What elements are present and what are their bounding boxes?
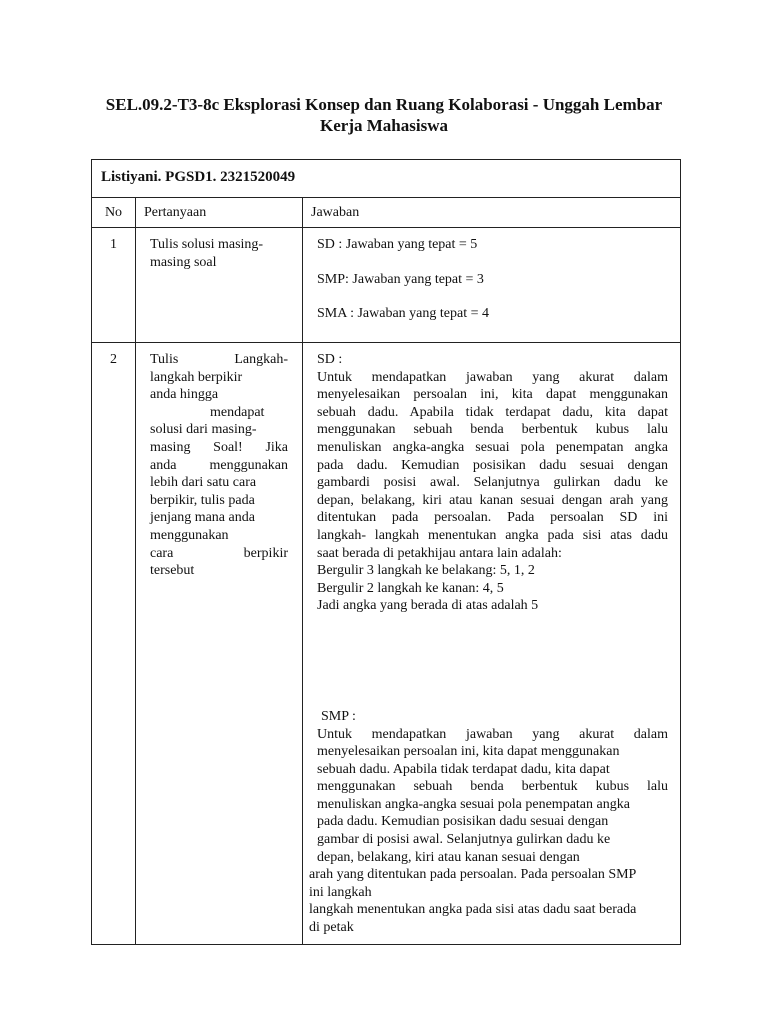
- student-identity: Listiyani. PGSD1. 2321520049: [101, 169, 296, 185]
- table-row: [92, 228, 681, 343]
- question-cell: [136, 228, 303, 343]
- smp-answer-continued: arah yang ditentukan pada persoalan. Pada persoalan SMP ini langkah langkah menentukan angka pada sisi atas dadu saat berada di petak: [309, 867, 637, 936]
- worksheet-table: [91, 159, 681, 945]
- row-number: 2: [110, 352, 117, 367]
- header-question: Pertanyaan: [136, 198, 303, 228]
- question-text: Tulis solusi masing-masing soal: [150, 237, 264, 270]
- header-no: No: [92, 198, 136, 228]
- student-identity-cell: [92, 160, 681, 198]
- sd-step: Bergulir 3 langkah ke belakang: 5, 1, 2: [317, 563, 535, 579]
- answer-cell: [303, 228, 681, 343]
- answer-smp: SMP: Jawaban yang tepat = 3: [317, 271, 484, 287]
- table-row: [92, 343, 681, 945]
- question-cell: [136, 343, 303, 945]
- document-title: [80, 94, 688, 136]
- smp-answer-section: SMP : Untuk mendapatkan jawaban yang akurat dalam menyelesaikan persoalan ini, kita dapat menggunakan sebuah dadu. Apabila tidak terdapat dadu, kita dapat menggunakan sebuah benda berbentuk kubus lalu menuliskan angka-angka sesuai pola penempatan angka pada dadu. Kemudian posisikan dadu sesuai dengan gambar di posisi awal. Selanjutnya gulirkan dadu ke depan, belakang, kiri atau kanan sesuai dengan: [317, 708, 668, 865]
- answer-sma: SMA : Jawaban yang tepat = 4: [317, 306, 489, 322]
- question-text: Tulis Langkah- langkah berpikir anda hingga mendapat solusi dari masing- masing Soal! Jika anda menggunakan lebih dari satu cara berpikir, tulis pada jenjang mana anda menggunakan cara berpikir tersebut: [150, 352, 288, 579]
- sd-conclusion: Jadi angka yang berada di atas adalah 5: [317, 598, 539, 614]
- answer-cell: [303, 343, 681, 945]
- sd-label: SD :: [317, 352, 343, 367]
- answer-sd: SD : Jawaban yang tepat = 5: [317, 237, 478, 252]
- row-number: 1: [110, 237, 117, 252]
- smp-label: SMP :: [321, 708, 356, 724]
- table-header-row: [92, 198, 681, 228]
- row-number-cell: [92, 343, 136, 945]
- document-title-line-2: Kerja Mahasiswa: [320, 116, 448, 135]
- sd-step: Bergulir 2 langkah ke kanan: 4, 5: [317, 580, 504, 596]
- header-answer: Jawaban: [303, 198, 681, 228]
- row-number-cell: [92, 228, 136, 343]
- sd-answer-section: SD : Untuk mendapatkan jawaban yang akurat dalam menyelesaikan persoalan ini, kita dapat menggunakan sebuah dadu. Apabila tidak terdapat dadu, kita dapat menggunakan sebuah benda berbentuk kubus lalu menuliskan angka-angka sesuai pola penempatan angka pada dadu. Kemudian posisikan dadu sesuai dengan gambardi posisi awal. Selanjutnya gulirkan dadu ke depan, belakang, kiri atau kanan sesuai dengan arah yang ditentukan pada persoalan. Pada persoalan SD ini langkah- langkah menentukan angka pada sisi atas dadu saat berada di petakhijau antara lain adalah: Bergulir 3 langkah ke belakang: 5, 1, 2 Bergulir 2 langkah ke kanan: 4, 5 Jadi angka yang berada di atas adalah 5: [317, 352, 668, 614]
- document-title-line-1: SEL.09.2-T3-8c Eksplorasi Konsep dan Ruang Kolaborasi - Unggah Lembar: [105, 95, 663, 114]
